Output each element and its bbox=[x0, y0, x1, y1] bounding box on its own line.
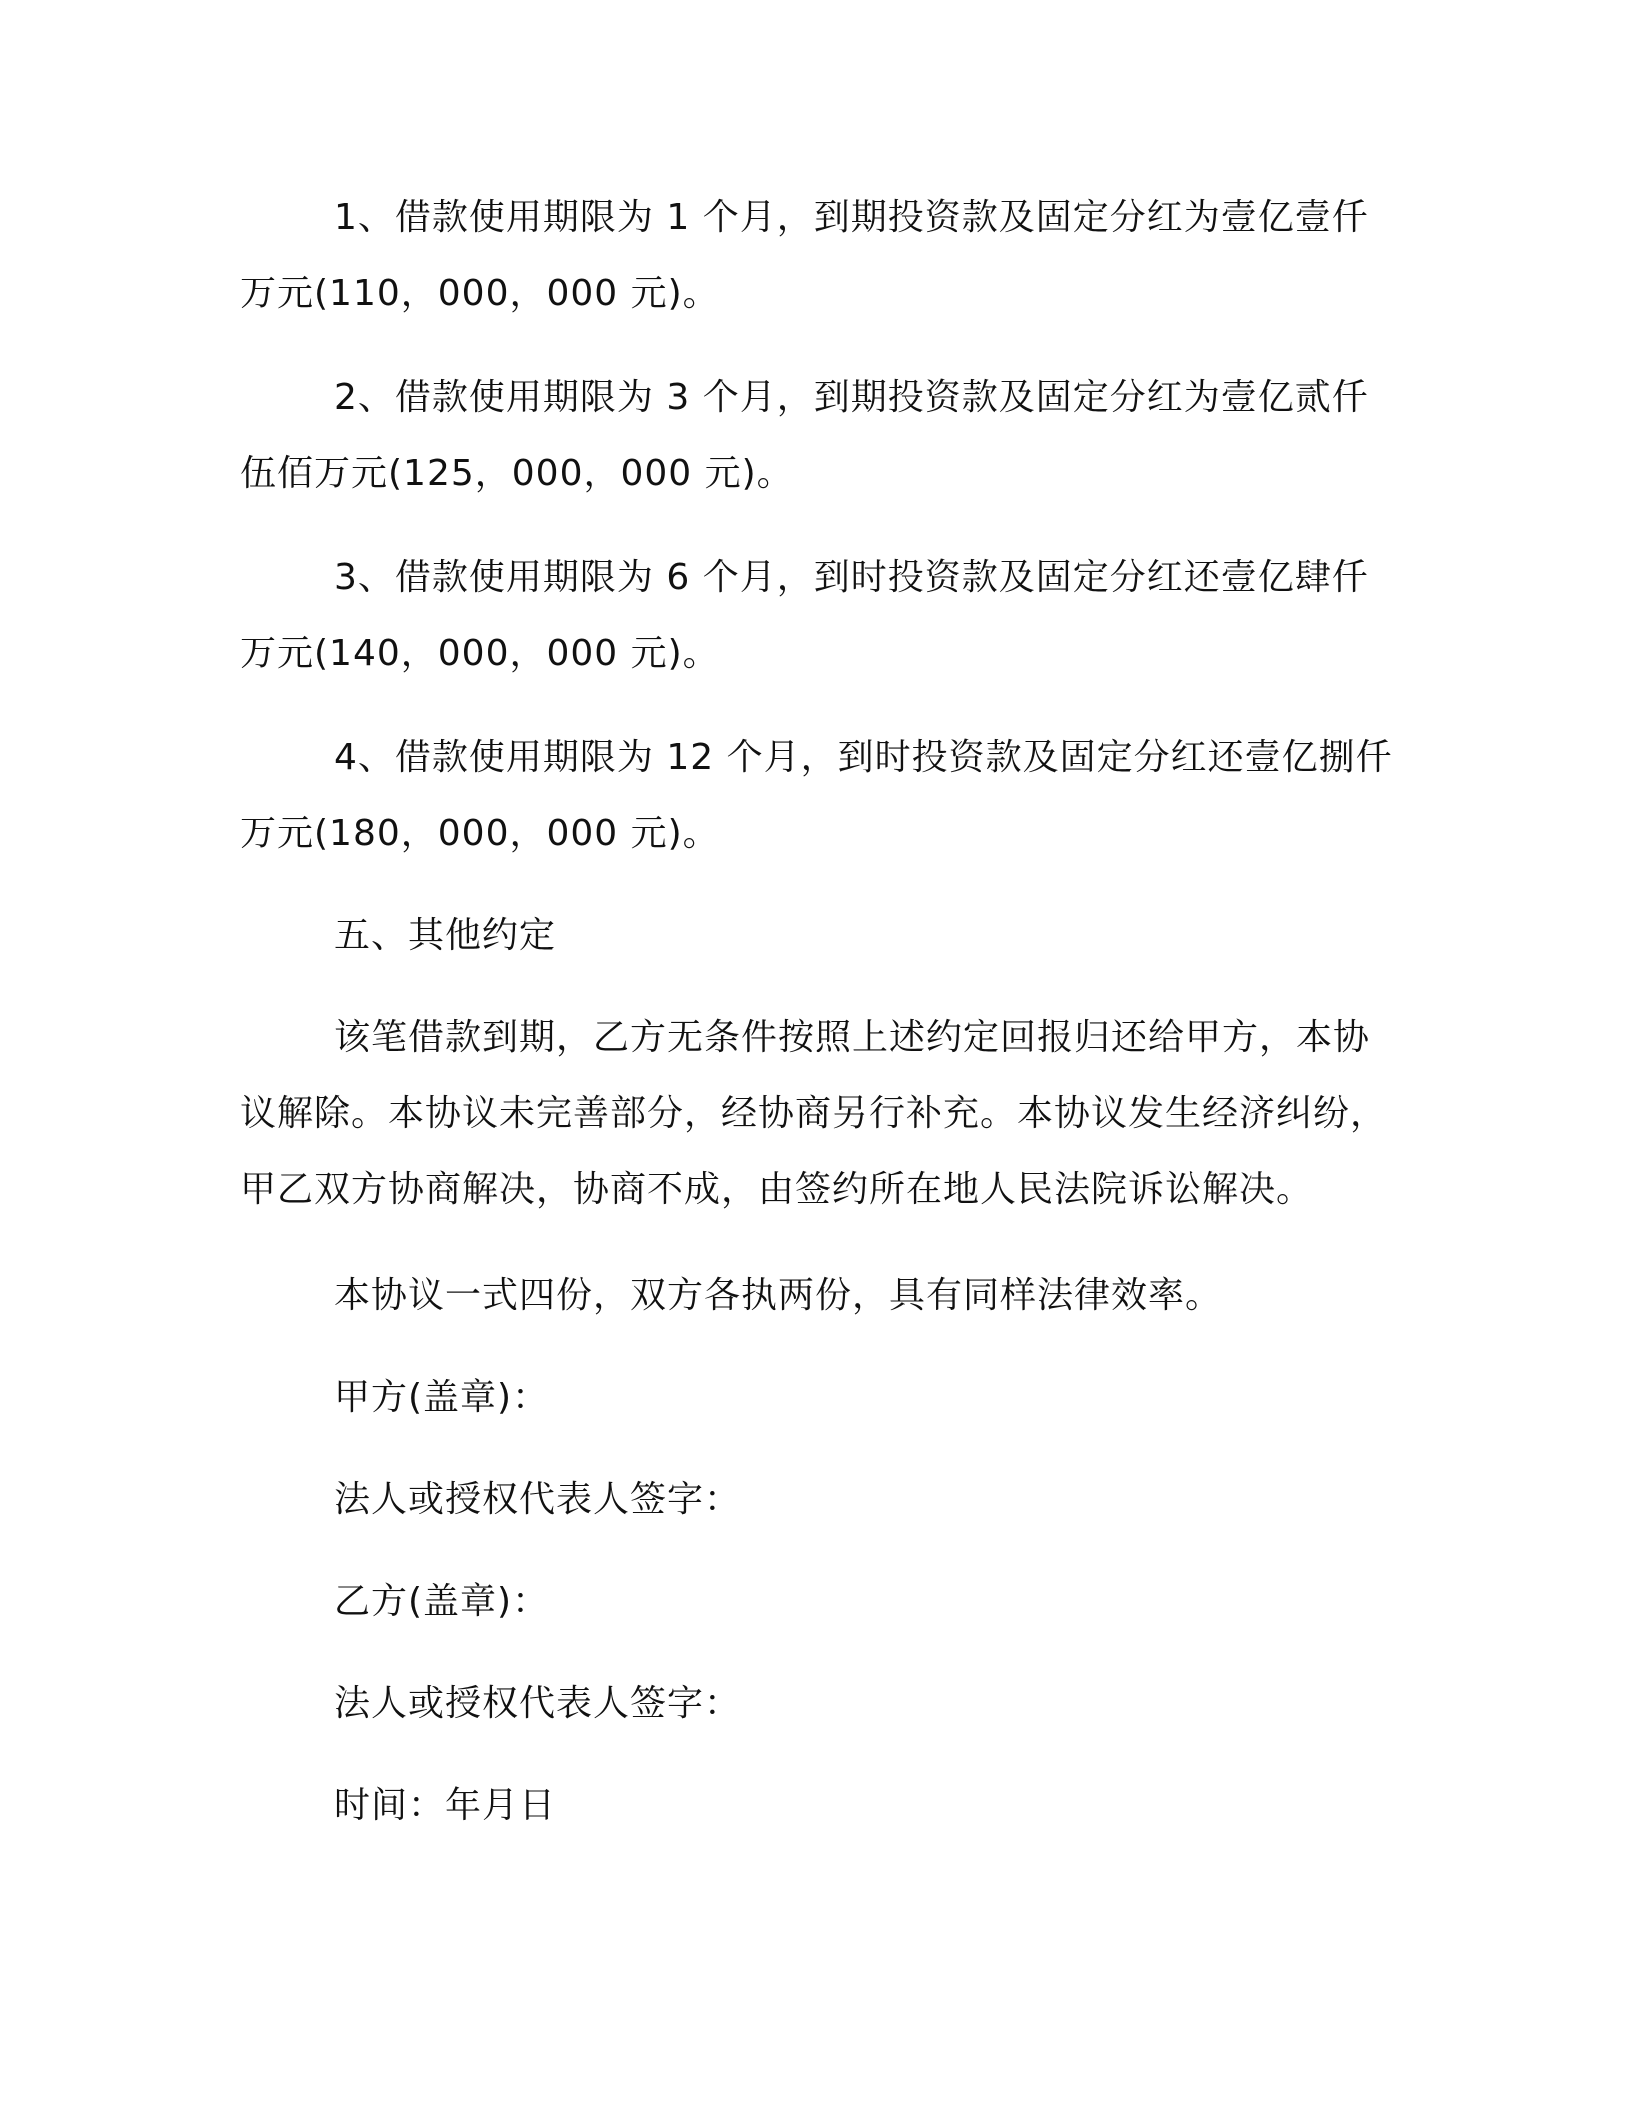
paragraph-line-2: 议解除。本协议未完善部分，经协商另行补充。本协议发生经济纠纷， bbox=[240, 1093, 1388, 1134]
clause-1-line-1: 1、借款使用期限为 1 个月，到期投资款及固定分红为壹亿壹仟 bbox=[334, 197, 1369, 238]
paragraph-line-1: 该笔借款到期，乙方无条件按照上述约定回报归还给甲方，本协 bbox=[334, 1017, 1371, 1058]
clause-3-line-2: 万元(140，000，000 元)。 bbox=[240, 633, 720, 674]
clause-4-line-2: 万元(180，000，000 元)。 bbox=[240, 813, 720, 854]
clause-2-line-1: 2、借款使用期限为 3 个月，到期投资款及固定分红为壹亿贰仟 bbox=[334, 377, 1369, 418]
party-a-representative-label: 法人或授权代表人签字： bbox=[334, 1479, 742, 1520]
clause-2-line-2: 伍佰万元(125，000，000 元)。 bbox=[240, 453, 794, 494]
date-label: 时间：年月日 bbox=[334, 1785, 557, 1826]
copies-note: 本协议一式四份，双方各执两份，具有同样法律效率。 bbox=[334, 1275, 1223, 1316]
clause-3-line-1: 3、借款使用期限为 6 个月，到时投资款及固定分红还壹亿肆仟 bbox=[334, 557, 1369, 598]
party-b-representative-label: 法人或授权代表人签字： bbox=[334, 1683, 742, 1724]
party-b-seal-label: 乙方(盖章)： bbox=[334, 1581, 550, 1622]
party-a-seal-label: 甲方(盖章)： bbox=[334, 1377, 550, 1418]
clause-1-line-2: 万元(110，000，000 元)。 bbox=[240, 273, 720, 314]
section-heading: 五、其他约定 bbox=[334, 915, 557, 956]
clause-4-line-1: 4、借款使用期限为 12 个月，到时投资款及固定分红还壹亿捌仟 bbox=[334, 737, 1393, 778]
paragraph-line-3: 甲乙双方协商解决，协商不成，由签约所在地人民法院诉讼解决。 bbox=[240, 1169, 1314, 1210]
